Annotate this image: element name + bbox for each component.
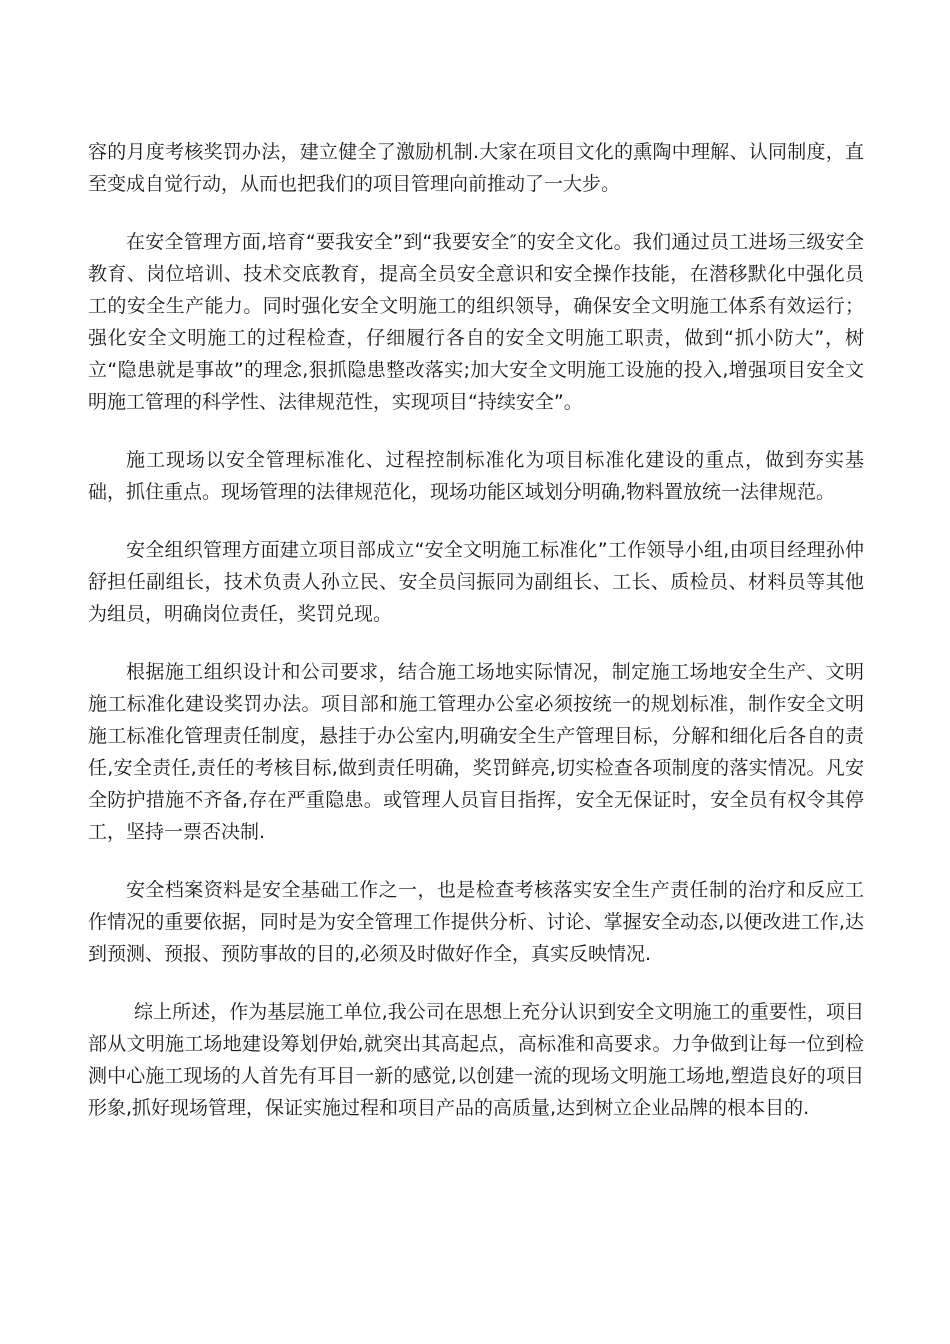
paragraph-safety-culture: 在安全管理方面,培育“要我安全”到“我要安全″的安全文化。我们通过员工进场三级安全教育、岗位培训、技术交底教育，提高全员安全意识和安全操作技能，在潜移默化中强化员工的安全生产能力。同时强化安全文明施工的组织领导，确保安全文明施工体系有效运行；强化安全文明施工的过程检查，仔细履行各自的安全文明施工职责，做到“抓小防大”，树立“隐患就是事故”的理念,狠抓隐患整改落实;加大安全文明施工设施的投入,增强项目安全文明施工管理的科学性、法律规范性，实现项目“持续安全”。 bbox=[88, 231, 864, 413]
paragraph-organization: 安全组织管理方面建立项目部成立“安全文明施工标准化”工作领导小组,由项目经理孙仲舒担任副组长，技术负责人孙立民、安全员闫振同为副组长、工长、质检员、材料员等其他为组员，明确岗位责任，奖罚兑现。 bbox=[88, 539, 864, 625]
document-body bbox=[88, 136, 864, 1150]
paragraph-site-standardization: 施工现场以安全管理标准化、过程控制标准化为项目标准化建设的重点，做到夯实基础，抓住重点。现场管理的法律规范化，现场功能区域划分明确,物料置放统一法律规范。 bbox=[88, 449, 864, 503]
paragraph-continuation: 容的月度考核奖罚办法，建立健全了激励机制.大家在项目文化的熏陶中理解、认同制度，直至变成自觉行动，从而也把我们的项目管理向前推动了一大步。 bbox=[88, 141, 864, 195]
paragraph-conclusion: 综上所述，作为基层施工单位,我公司在思想上充分认识到安全文明施工的重要性，项目部从文明施工场地建设筹划伊始,就突出其高起点，高标准和高要求。力争做到让每一位到检测中心施工现场的人首先有耳目一新的感觉,以创建一流的现场文明施工场地,塑造良好的项目形象,抓好现场管理，保证实施过程和项目产品的高质量,达到树立企业品牌的根本目的. bbox=[88, 1001, 864, 1119]
paragraph-reward-penalty: 根据施工组织设计和公司要求，结合施工场地实际情况，制定施工场地安全生产、文明施工标准化建设奖罚办法。项目部和施工管理办公室必须按统一的规划标准，制作安全文明施工标准化管理责任制度，悬挂于办公室内,明确安全生产管理目标，分解和细化后各自的责任,安全责任,责任的考核目标,做到责任明确，奖罚鲜亮,切实检查各项制度的落实情况。凡安全防护措施不齐备,存在严重隐患。或管理人员盲目指挥，安全无保证时，安全员有权令其停工，坚持一票否决制. bbox=[88, 661, 864, 843]
paragraph-safety-archives: 安全档案资料是安全基础工作之一，也是检查考核落实安全生产责任制的治疗和反应工作情况的重要依据，同时是为安全管理工作提供分析、讨论、掌握安全动态,以便改进工作,达到预测、预报、预防事故的目的,必须及时做好作全，真实反映情况. bbox=[88, 879, 864, 965]
